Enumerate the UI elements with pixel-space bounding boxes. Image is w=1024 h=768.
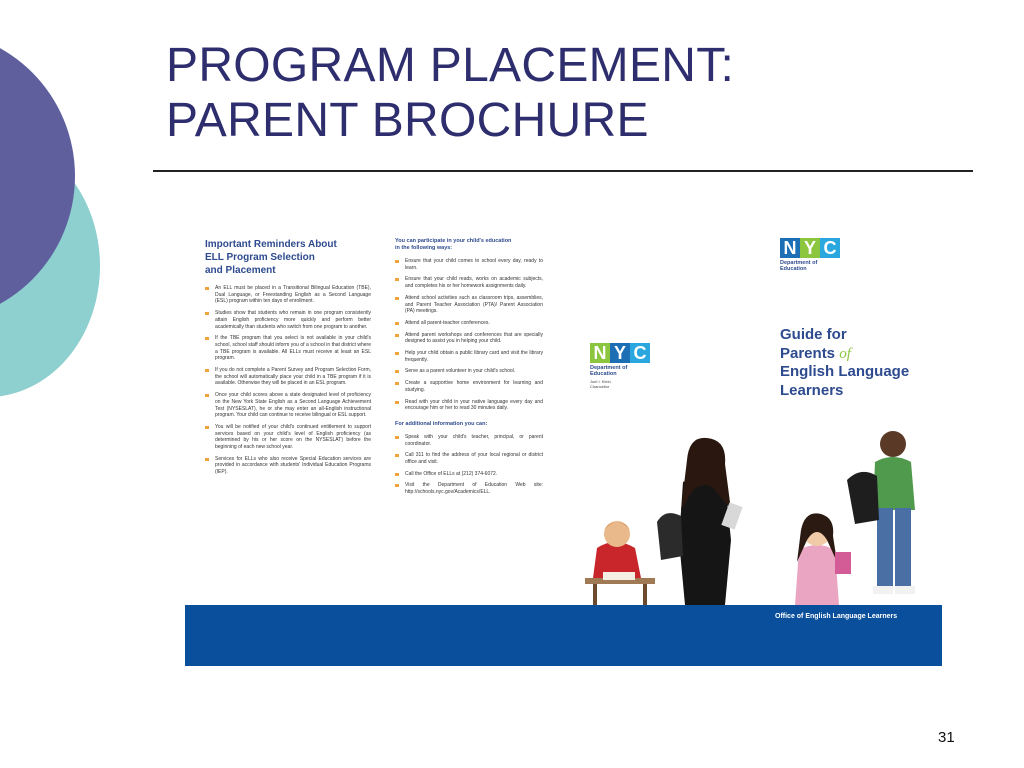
woman-figure <box>657 438 743 605</box>
chancellor-label <box>590 379 650 389</box>
slide-number: 31 <box>938 729 955 746</box>
reminders-list <box>205 285 371 476</box>
standing-boy-figure <box>847 431 915 594</box>
guide-title-line: Learners <box>780 381 844 399</box>
nyc-doe-logo <box>780 238 840 272</box>
department-line: Education <box>590 371 617 377</box>
children-parent-photo <box>585 400 942 605</box>
title-divider <box>153 170 973 172</box>
nyc-doe-logo-small <box>590 343 650 389</box>
reminders-title-line: Important Reminders About <box>205 239 337 250</box>
guide-title-line: English Language <box>780 363 910 380</box>
participate-list <box>395 258 543 412</box>
brochure-banner <box>185 605 942 666</box>
participate-item: Read with your child in your native language every day and encourage him or her to read 30 minutes daily. <box>395 399 543 412</box>
additional-info-list <box>395 434 543 496</box>
additional-info-item: Visit the Department of Education Web site: http://schools.nyc.gov/Academics/ELL. <box>395 482 543 495</box>
reminder-item: Studies show that students who remain in one program consistently attain English proficiency more quickly and perform better academically than students who switch from one program to another. <box>205 310 371 330</box>
parent-brochure-image <box>185 230 942 666</box>
cover-panel <box>585 230 942 605</box>
participate-heading-line: You can participate in your child's education <box>395 238 512 244</box>
department-line: Education <box>780 266 807 272</box>
slide-title-line-1: PROGRAM PLACEMENT: <box>166 39 735 92</box>
reading-boy-figure <box>585 521 655 605</box>
slide-title-line-2: PARENT BROCHURE <box>166 94 649 147</box>
additional-info-item: Call the Office of ELLs at (212) 374-6072. <box>395 471 543 478</box>
reminders-title-line: and Placement <box>205 265 276 276</box>
nyc-logo-mark: N Y C <box>780 238 840 258</box>
participate-item: Ensure that your child comes to school every day, ready to learn. <box>395 258 543 271</box>
reminder-item: If you do not complete a Parent Survey and Program Selection Form, the school will automatically place your child in a TBE program if it is available. Otherwise they will be placed in an ESL program. <box>205 367 371 387</box>
participate-panel <box>395 238 543 501</box>
department-label <box>780 260 840 272</box>
girl-figure <box>795 513 851 605</box>
participate-item: Attend all parent-teacher conferences. <box>395 320 543 327</box>
participate-heading-line: in the following ways: <box>395 245 453 251</box>
chancellor-line: Joel I. Klein <box>590 379 611 384</box>
reminders-title <box>205 238 371 277</box>
participate-heading <box>395 238 543 252</box>
guide-title-line: Parents of <box>780 344 851 362</box>
reminder-item: You will be notified of your child's continued entitlement to support services based on your child's level of English proficiency (as determined by his or her score on the NYSESLAT) before the beginning of each new school year. <box>205 424 371 451</box>
chancellor-line: Chancellor <box>590 384 610 389</box>
department-label <box>590 365 650 377</box>
reminder-item: If the TBE program that you select is not available in your child's school, school staff should inform you of a school in that district where a TBE program is available. All ELLs must receive at least an ESL program. <box>205 335 371 362</box>
department-line: Department of <box>590 365 628 371</box>
reminders-title-line: ELL Program Selection <box>205 252 315 263</box>
slide-title <box>166 38 734 148</box>
participate-item: Attend parent workshops and conferences that are specially designed to assist you in helping your child. <box>395 332 543 345</box>
participate-item: Attend school activities such as classroom trips, assemblies, and Parent Teacher Association (PTA)/ Parent Association (PA) meetings. <box>395 295 543 315</box>
banner-text: Office of English Language Learners <box>775 613 898 620</box>
participate-item: Serve as a parent volunteer in your child's school. <box>395 368 543 375</box>
additional-info-heading: For additional information you can: <box>395 420 488 427</box>
reminder-item: An ELL must be placed in a Transitional Bilingual Education (TBE), Dual Language, or Freestanding English as a Second Language (ESL) program within ten days of enrollment. <box>205 285 371 305</box>
reminders-panel <box>205 238 371 481</box>
reminder-item: Once your child scores above a state designated level of proficiency on the New York State English as a Second Language Achievement Test (NYSESLAT), he or she may enter an all-English instructional program. Your child can continue to receive bilingual or ESL support. <box>205 392 371 419</box>
reminder-item: Services for ELLs who also receive Special Education services are provided in accordance with students' Individual Education Programs (IEP). <box>205 456 371 476</box>
additional-info-item: Call 311 to find the address of your local regional or district office and visit. <box>395 452 543 465</box>
nyc-logo-mark: N Y C <box>590 343 650 363</box>
additional-info-item: Speak with your child's teacher, principal, or parent coordinator. <box>395 434 543 447</box>
participate-item: Create a supportive home environment for learning and studying. <box>395 380 543 393</box>
participate-item: Ensure that your child reads, works on academic subjects, and completes his or her homework assignments daily. <box>395 276 543 289</box>
guide-title <box>780 326 909 400</box>
guide-title-line: Guide for <box>780 326 847 343</box>
participate-item: Help your child obtain a public library card and visit the library frequently. <box>395 350 543 363</box>
department-line: Department of <box>780 260 818 266</box>
